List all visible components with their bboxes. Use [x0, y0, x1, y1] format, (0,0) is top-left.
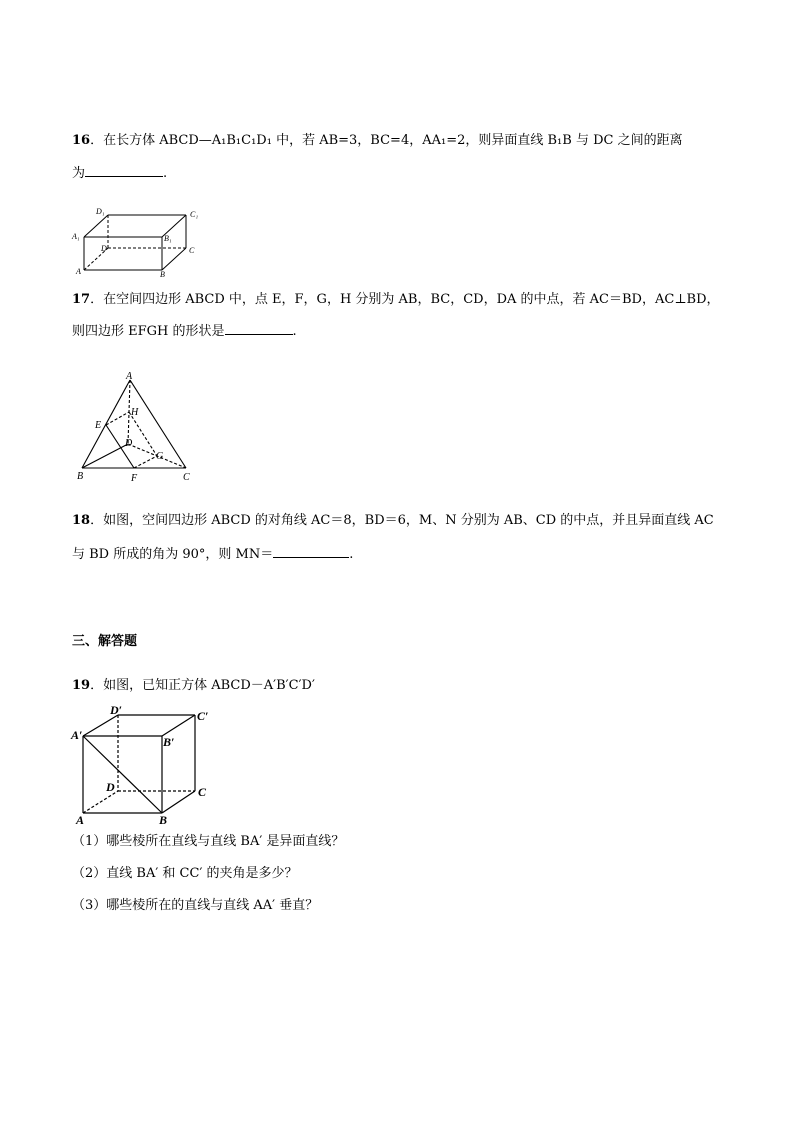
label-C: C — [189, 246, 195, 255]
label-B: B — [160, 270, 165, 278]
answer-blank[interactable] — [273, 545, 349, 558]
label-D: D — [106, 780, 115, 794]
question-17-line2: 则四边形 EFGH 的形状是 . — [72, 324, 297, 339]
question-number: 16 — [72, 133, 91, 148]
label-A: A — [126, 371, 133, 382]
question-19-part-3: （3）哪些棱所在的直线与直线 AA′ 垂直？ — [72, 898, 319, 913]
label-B: B — [159, 813, 168, 826]
tetrahedron-figure — [70, 370, 200, 486]
question-text: ．在空间四边形 ABCD 中，点 E，F，G，H 分别为 AB，BC，CD，DA 的中点，若 AC＝BD，AC⊥BD， — [90, 292, 720, 307]
label-A: A — [76, 813, 85, 826]
label-D: D — [101, 244, 107, 253]
question-text-cont: 为 — [72, 166, 86, 181]
answer-blank[interactable] — [85, 164, 163, 177]
label-A: A — [76, 267, 81, 276]
label-F: F — [131, 473, 138, 484]
label-C: C — [198, 785, 207, 799]
question-text-cont: 则四边形 EFGH 的形状是 — [72, 324, 225, 339]
question-text: ．在长方体 ABCD—A₁B₁C₁D₁ 中，若 AB=3，BC=4，AA₁=2，则异面直线 B₁B 与 DC 之间的距离 — [90, 133, 683, 148]
section-title: 三、解答题 — [72, 634, 138, 649]
label-Dprime: D′ — [110, 703, 123, 717]
label-C: C — [183, 472, 190, 483]
label-B: B — [77, 471, 84, 482]
label-Aprime: A′ — [71, 728, 83, 742]
question-text-cont: 与 BD 所成的角为 90°，则 MN＝ — [72, 547, 274, 562]
label-Bprime: B′ — [163, 735, 175, 749]
label-B1: B₁ — [164, 234, 172, 243]
question-18-line2: 与 BD 所成的角为 90°，则 MN＝ . — [72, 547, 354, 562]
label-G: G — [156, 451, 164, 462]
label-C1: C₁ — [190, 210, 199, 219]
question-text: ．如图，空间四边形 ABCD 的对角线 AC＝8，BD＝6，M、N 分别为 AB、CD 的中点，并且异面直线 AC — [90, 513, 714, 528]
label-E: E — [95, 420, 102, 431]
question-18 — [72, 512, 714, 530]
question-text: ．如图，已知正方体 ABCD－A′B′C′D′ — [90, 678, 315, 693]
question-number: 19 — [72, 678, 91, 693]
question-19 — [72, 677, 315, 695]
question-17 — [72, 291, 720, 309]
label-H: H — [131, 407, 139, 418]
question-19-part-2: （2）直线 BA′ 和 CC′ 的夹角是多少？ — [72, 866, 298, 881]
answer-blank[interactable] — [225, 322, 293, 335]
label-D: D — [125, 438, 133, 449]
question-number: 18 — [72, 513, 91, 528]
cuboid-figure — [70, 204, 210, 278]
label-D1: D₁ — [96, 207, 105, 216]
question-number: 17 — [72, 292, 91, 307]
cube-figure — [70, 702, 220, 826]
question-16-line2: 为 . — [72, 166, 168, 181]
question-16 — [72, 132, 683, 150]
label-A1: A₁ — [72, 232, 80, 241]
label-Cprime: C′ — [197, 709, 209, 723]
question-19-part-1: （1）哪些棱所在直线与直线 BA′ 是异面直线？ — [72, 834, 345, 849]
